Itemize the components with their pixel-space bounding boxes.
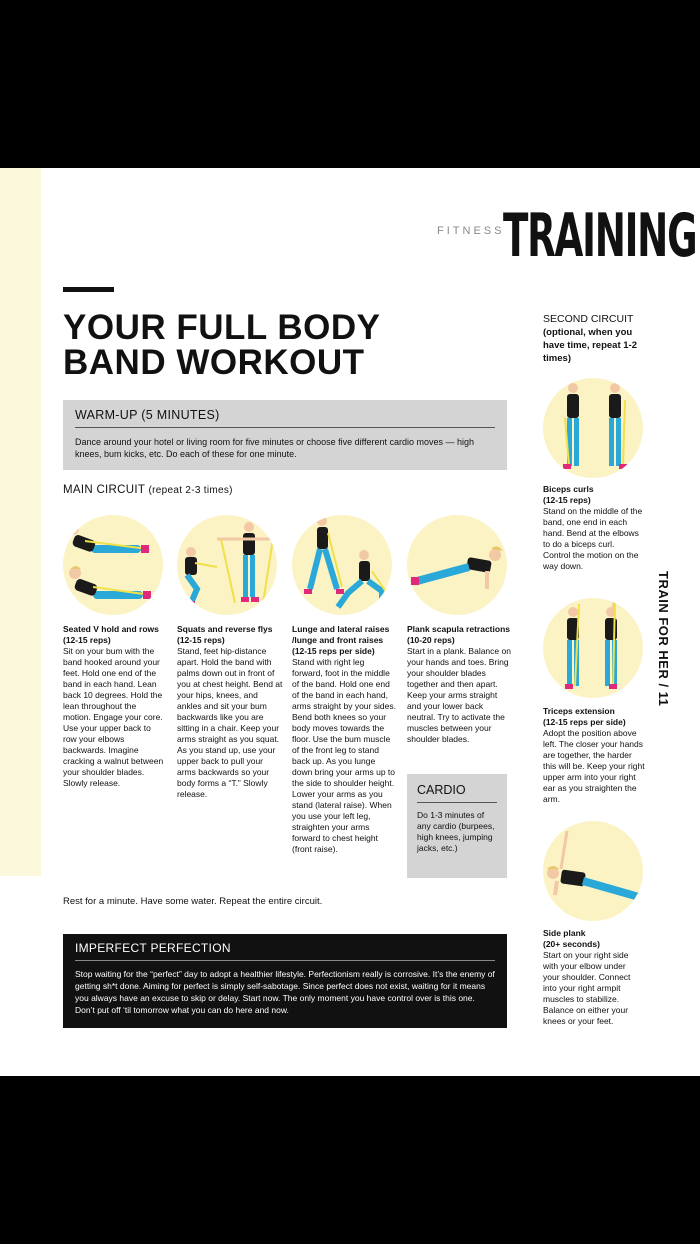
exercise-side-plank — [543, 928, 643, 1027]
exercise-text: Start in a plank. Balance on your hands and toes. Bring your shoulder blades together and then apart. Keep your arms straight and your lower back neutral. Try to activate the muscles between your shoulder blades. — [407, 646, 511, 744]
triceps-figure-right — [605, 598, 617, 689]
exercise-name: Triceps extension — [543, 706, 615, 716]
biceps-figure-left — [563, 383, 579, 469]
cardio-text: Do 1-3 minutes of any cardio (burpees, high knees, jumping jacks, etc.) — [417, 810, 495, 853]
exercise-reps: (10-20 reps) — [407, 635, 455, 645]
second-circuit-heading — [543, 313, 643, 365]
exercise-biceps-curls — [543, 484, 643, 572]
exercise-plank-scapula — [407, 624, 511, 745]
side-plank-illustration — [543, 821, 643, 921]
cream-margin-strip — [0, 168, 41, 876]
imperfect-text: Stop waiting for the “perfect” day to adopt a healthier lifestyle. Perfectionism really is corrosive. It’s the enemy of getting sh*t done. Aiming for perfect is simply self-sabotage. Since perfect does not exist, waiting for it means you always have an excuse to skip or delay. Start now. The only moment you have control over is this one. Don’t put off ‘til tomorrow what you can do here and now. — [75, 969, 495, 1015]
exercise-reps: (20+ seconds) — [543, 939, 600, 949]
exercise-text: Stand on the middle of the band, one end in each hand. Bend at the elbows to do a biceps curl. Control the motion on the way down. — [543, 506, 643, 571]
seated-row-figure-top — [67, 522, 149, 553]
exercise-reps: (12-15 reps per side) — [292, 646, 375, 656]
exercise-reps: (12-15 reps per side) — [543, 717, 626, 727]
exercise-name: Squats and reverse flys — [177, 624, 273, 634]
biceps-figure-right — [609, 383, 627, 469]
lunge-illustration — [292, 515, 392, 615]
exercise-squat-fly — [177, 624, 283, 800]
plank-figure — [411, 546, 503, 589]
exercise-text: Stand, feet hip-distance apart. Hold the band with palms down out in front of you at chest height. Bend at your hips, knees, and ankles and sit your bum backwards like you are sitting in a chair. Keep your arms straight as you squat. As you stand up, use your upper back to pull your arms backwards so your body forms a “T.” Slowly release. — [177, 646, 283, 799]
exercise-triceps-extension — [543, 706, 647, 805]
rest-note: Rest for a minute. Have some water. Repeat the entire circuit. — [63, 896, 323, 907]
warmup-title: WARM-UP (5 MINUTES) — [75, 408, 220, 422]
triceps-figure-left — [565, 604, 579, 689]
exercise-text: Start on your right side with your elbow under your shoulder. Connect into your right armpit muscles to stabilize. Balance on either your knees or your feet. — [543, 950, 631, 1026]
cardio-box — [407, 774, 507, 878]
exercise-text: Sit on your bum with the band hooked around your feet. Hold one end of the band in each hand. Lean back 10 degrees. Hold the lean throughout the motion. Engage your core. Use your upper back to row your elbows backwards. Imagine cracking a walnut between your shoulder blades. Slowly release. — [63, 646, 164, 788]
second-circuit-subtitle: (optional, when you have time, repeat 1-2 times) — [543, 327, 637, 364]
exercise-name: Biceps curls — [543, 484, 594, 494]
imperfect-divider — [75, 960, 495, 961]
exercise-text: Stand with right leg forward, foot in the middle of the band. Hold one end of the band in each hand, arms straight by your sides. Bend both knees so your body moves towards the floor. Use the bum muscle of the front leg to stand back up. As you lunge down bring your arms up to the side to shoulder height. Lower your arms as you stand (lateral raise). When you use your left leg, straighten your arms forward to chest height (front raise). — [292, 657, 396, 854]
seated-row-figure-bottom — [69, 566, 151, 599]
plank-illustration — [407, 515, 507, 615]
lunge-figure-standing — [304, 516, 344, 594]
biceps-curl-illustration — [543, 378, 643, 478]
exercise-reps: (12-15 reps) — [543, 495, 591, 505]
exercise-name: Seated V hold and rows — [63, 624, 159, 634]
exercise-name: Lunge and lateral raises /lunge and front raises — [292, 624, 390, 645]
warmup-text: Dance around your hotel or living room for five minutes or choose five different cardio moves — high knees, bum kicks, etc. Do each of these for one minute. — [75, 437, 475, 459]
squat-figure — [185, 547, 217, 606]
section-label: FITNESS — [437, 225, 505, 237]
lunge-figure-low — [338, 550, 388, 610]
article-title — [63, 310, 380, 380]
imperfect-title: IMPERFECT PERFECTION — [75, 941, 231, 955]
triceps-illustration — [543, 598, 643, 698]
main-circuit-title: MAIN CIRCUIT — [63, 484, 145, 496]
title-rule — [63, 287, 114, 292]
exercise-text: Adopt the position above left. The closer your hands are together, the harder this will be. Keep your right upper arm into your right ear as you straighten the arm. — [543, 728, 645, 804]
magazine-page — [0, 168, 700, 1076]
fly-figure — [217, 522, 275, 603]
main-circuit-subtitle: (repeat 2-3 times) — [148, 485, 233, 496]
article-title-line2: BAND WORKOUT — [63, 343, 365, 382]
warmup-box — [63, 400, 507, 470]
squat-fly-illustration — [177, 515, 277, 615]
exercise-seated-row — [63, 624, 165, 789]
exercise-name: Side plank — [543, 928, 586, 938]
exercise-lunge-raise — [292, 624, 396, 855]
cardio-title: CARDIO — [417, 783, 466, 797]
warmup-divider — [75, 427, 495, 428]
seated-row-illustration — [63, 515, 163, 615]
section-title: TRAINING — [503, 201, 697, 271]
imperfect-box — [63, 934, 507, 1028]
article-title-line1: YOUR FULL BODY — [63, 308, 381, 347]
exercise-name: Plank scapula retractions — [407, 624, 510, 634]
main-circuit-heading — [63, 484, 233, 496]
side-plank-figure — [547, 831, 643, 901]
second-circuit-title: SECOND CIRCUIT — [543, 313, 634, 325]
cardio-divider — [417, 802, 497, 803]
exercise-reps: (12-15 reps) — [177, 635, 225, 645]
exercise-reps: (12-15 reps) — [63, 635, 111, 645]
page-folio: TRAIN FOR HER / 11 — [656, 571, 671, 707]
